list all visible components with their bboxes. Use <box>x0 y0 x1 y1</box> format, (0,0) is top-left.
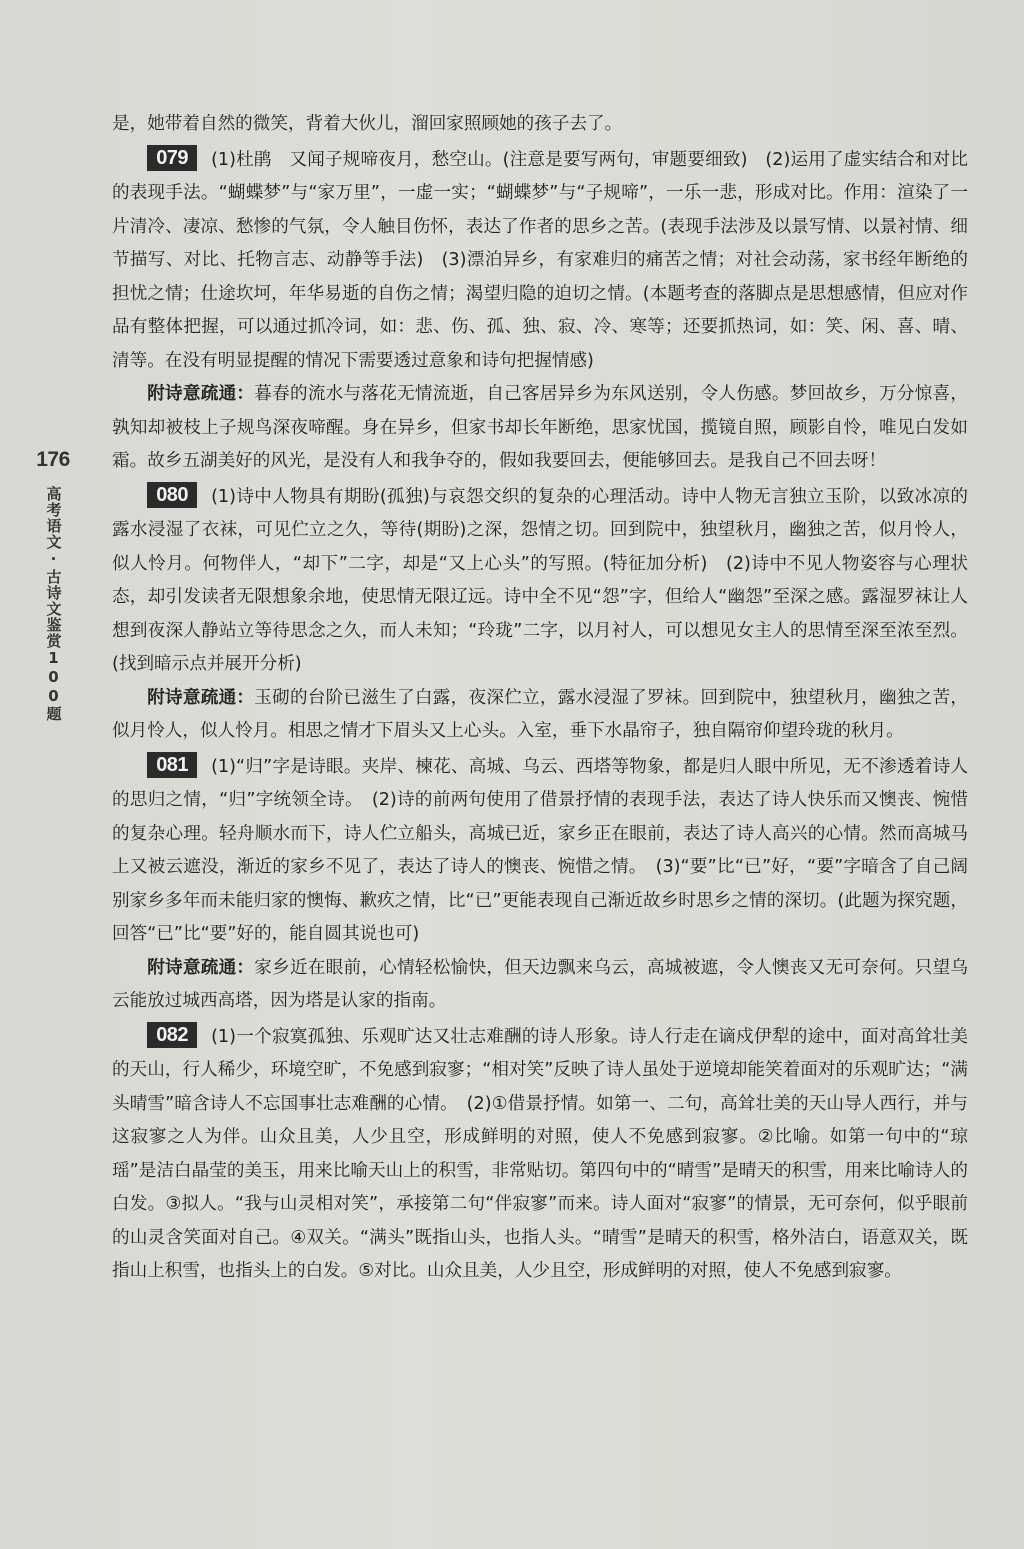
page-margin <box>30 448 76 722</box>
answer-text: (1)诗中人物具有期盼(孤独)与哀怨交织的复杂的心理活动。诗中人物无言独立玉阶，以致冰凉的露水浸湿了衣袜，可见伫立之久，等待(期盼)之深，怨情之切。回到院中，独望秋月，幽独之苦，似月怜人，似人怜月。何物伴人，“却下”二字，却是“又上心头”的写照。(特征加分析) (2)诗中不见人物姿容与心理状态，却引发读者无限想象余地，使思情无限辽远。诗中全不见“怨”字，但给人“幽怨”至深之感。露湿罗袜让人想到夜深人静站立等待思念之久，而人未知；“玲珑”二字，以月衬人，可以想见女主人的思情至深至浓至烈。(找到暗示点并展开分析) <box>112 486 968 674</box>
paraphrase-text: 玉砌的台阶已滋生了白露，夜深伫立，露水浸湿了罗袜。回到院中，独望秋月，幽独之苦，似月怜人，似人怜月。相思之情才下眉头又上心头。入室，垂下水晶帘子，独自隔帘仰望玲珑的秋月。 <box>112 687 968 741</box>
question-number-badge: 079 <box>147 145 197 171</box>
book-title-vertical: 高考语文·古诗文鉴赏100题 <box>44 486 63 722</box>
paraphrase-label: 附诗意疏通： <box>147 384 255 404</box>
poem-paraphrase <box>112 378 968 479</box>
question-number-badge: 080 <box>147 482 197 508</box>
question-080 <box>112 481 968 749</box>
answer-text: (1)杜鹃 又闻子规啼夜月，愁空山。(注意是要写两句，审题要细致) (2)运用了虚实结合和对比的表现手法。“蝴蝶梦”与“家万里”，一虚一实；“蝴蝶梦”与“子规啼”，一乐一悲，形成对比。作用：渲染了一片清冷、凄凉、愁惨的气氛，令人触目伤怀，表达了作者的思乡之苦。(表现手法涉及以景写情、以景衬情、细节描写、对比、托物言志、动静等手法) (3)漂泊异乡，有家难归的痛苦之情；对社会动荡，家书经年断绝的担忧之情；仕途坎坷，年华易逝的自伤之情；渴望归隐的迫切之情。(本题考查的落脚点是思想感情，但应对作品有整体把握，可以通过抓冷词，如：悲、伤、孤、独、寂、冷、寒等；还要抓热词，如：笑、闲、喜、晴、清等。在没有明显提醒的情况下需要透过意象和诗句把握情感) <box>112 149 968 371</box>
poem-paraphrase <box>112 952 968 1019</box>
page-content <box>112 108 968 1289</box>
question-081 <box>112 751 968 1019</box>
answer-text: (1)一个寂寞孤独、乐观旷达又壮志难酬的诗人形象。诗人行走在谪戍伊犁的途中，面对高耸壮美的天山，行人稀少，环境空旷，不免感到寂寥；“相对笑”反映了诗人虽处于逆境却能笑着面对的乐观旷达；“满头晴雪”暗含诗人不忘国事壮志难酬的心情。 (2)①借景抒情。如第一、二句，高耸壮美的天山导人西行，并与这寂寥之人为伴。山众且美，人少且空，形成鲜明的对照，使人不免感到寂寥。②比喻。如第一句中的“琼瑶”是洁白晶莹的美玉，用来比喻天山上的积雪，非常贴切。第四句中的“晴雪”是晴天的积雪，用来比喻诗人的白发。③拟人。“我与山灵相对笑”，承接第二句“伴寂寥”而来。诗人面对“寂寥”的情景，无可奈何，似乎眼前的山灵含笑面对自己。④双关。“满头”既指山头，也指人头。“晴雪”是晴天的积雪，格外洁白，语意双关，既指山上积雪，也指头上的白发。⑤对比。山众且美，人少且空，形成鲜明的对照，使人不免感到寂寥。 <box>112 1026 968 1281</box>
paraphrase-text: 家乡近在眼前，心情轻松愉快，但天边飘来乌云，高城被遮，令人懊丧又无可奈何。只望乌云能放过城西高塔，因为塔是认家的指南。 <box>112 957 968 1011</box>
question-number-badge: 081 <box>147 752 197 778</box>
poem-paraphrase <box>112 682 968 749</box>
question-number-badge: 082 <box>147 1022 197 1048</box>
answer-paragraph <box>112 144 968 379</box>
page-number: 176 <box>36 448 70 471</box>
question-082 <box>112 1021 968 1289</box>
paraphrase-label: 附诗意疏通： <box>147 687 255 708</box>
question-079 <box>112 144 968 479</box>
answer-paragraph <box>112 1021 968 1289</box>
answer-paragraph <box>112 751 968 952</box>
continued-text: 是，她带着自然的微笑，背着大伙儿，溜回家照顾她的孩子去了。 <box>112 114 623 134</box>
paraphrase-text: 暮春的流水与落花无情流逝，自己客居异乡为东风送别，令人伤感。梦回故乡，万分惊喜，孰知却被枝上子规鸟深夜啼醒。身在异乡，但家书却长年断绝，思家忧国，揽镜自照，顾影自怜，唯见白发如霜。故乡五湖美好的风光，是没有人和我争夺的，假如我要回去，便能够回去。是我自己不回去呀！ <box>112 384 968 471</box>
paraphrase-label: 附诗意疏通： <box>147 957 255 978</box>
answer-text: (1)“归”字是诗眼。夹岸、楝花、高城、乌云、西塔等物象，都是归人眼中所见，无不渗透着诗人的思归之情，“归”字统领全诗。 (2)诗的前两句使用了借景抒情的表现手法，表达了诗人快乐而又懊丧、惋惜的复杂心理。轻舟顺水而下，诗人伫立船头，高城已近，家乡正在眼前，表达了诗人高兴的心情。然而高城马上又被云遮没，渐近的家乡不见了，表达了诗人的懊丧、惋惜之情。 (3)“要”比“已”好，“要”字暗含了自己阔别家乡多年而未能归家的懊悔、歉疚之情，比“已”更能表现自己渐近故乡时思乡之情的深切。(此题为探究题，回答“已”比“要”好的，能自圆其说也可) <box>112 756 968 944</box>
answer-paragraph <box>112 481 968 682</box>
